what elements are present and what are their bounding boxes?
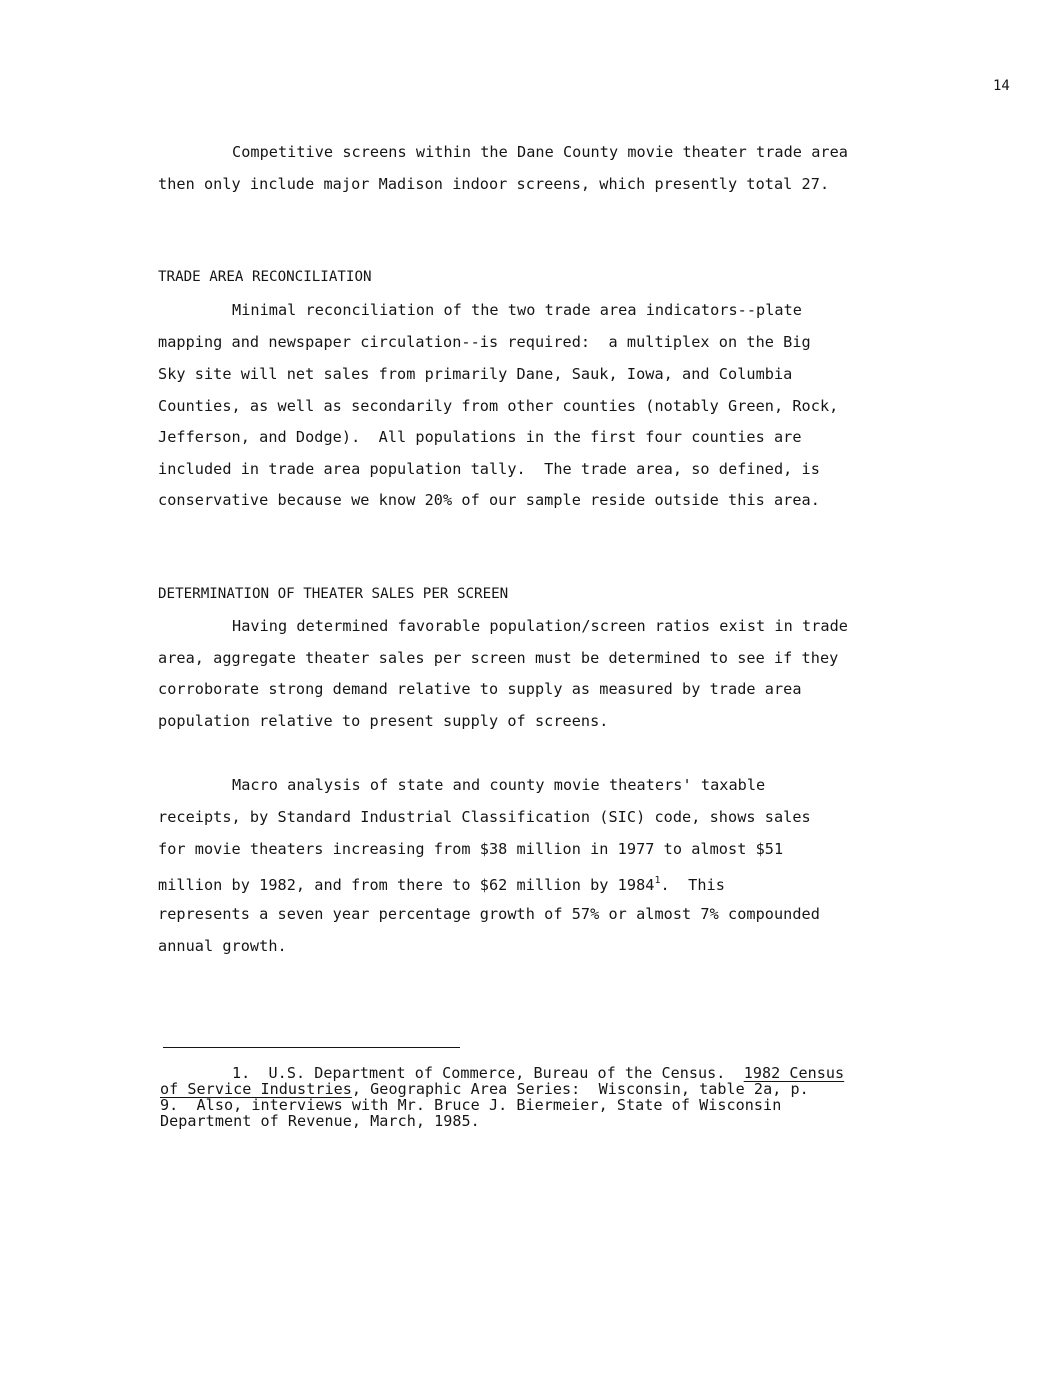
macro-analysis-line-4-tail: . This [660, 876, 725, 894]
macro-analysis-line-2: receipts, by Standard Industrial Classification (SIC) code, shows sales [158, 808, 811, 826]
competitive-screens-line-2: then only include major Madison indoor screens, which presently total 27. [158, 175, 830, 193]
footnote-title-part-1: 1982 Census [743, 1064, 845, 1082]
macro-analysis-line-5: represents a seven year percentage growth of 57% or almost 7% compounded [158, 905, 820, 923]
macro-analysis-line-4 [158, 872, 725, 894]
reconciliation-line-3: Sky site will net sales from primarily Dane, Sauk, Iowa, and Columbia [158, 365, 793, 383]
reconciliation-line-4: Counties, as well as secondarily from other counties (notably Green, Rock, [158, 397, 839, 415]
sales-per-screen-line-1: Having determined favorable population/screen ratios exist in trade [232, 617, 848, 635]
competitive-screens-line-1: Competitive screens within the Dane County movie theater trade area [232, 143, 848, 161]
macro-analysis-line-3: for movie theaters increasing from $38 million in 1977 to almost $51 [158, 840, 784, 858]
sales-per-screen-heading: DETERMINATION OF THEATER SALES PER SCREEN [158, 586, 509, 602]
sales-per-screen-line-2: area, aggregate theater sales per screen must be determined to see if they [158, 649, 839, 667]
footnote-line-1-text: 1. U.S. Department of Commerce, Bureau of the Census. [232, 1064, 744, 1082]
macro-analysis-line-1: Macro analysis of state and county movie theaters' taxable [232, 776, 766, 794]
footnote-line-1 [232, 1065, 844, 1081]
footnote-title-part-2: of Service Industries [160, 1080, 352, 1098]
footnote-line-4: Department of Revenue, March, 1985. [160, 1112, 480, 1130]
sales-per-screen-line-4: population relative to present supply of screens. [158, 712, 609, 730]
reconciliation-line-1: Minimal reconciliation of the two trade area indicators--plate [232, 301, 803, 319]
reconciliation-line-6: included in trade area population tally. The trade area, so defined, is [158, 460, 820, 478]
page-number: 14 [993, 78, 1010, 94]
footnote-reference: 1 [654, 875, 661, 886]
macro-analysis-line-6: annual growth. [158, 937, 287, 955]
reconciliation-line-7: conservative because we know 20% of our sample reside outside this area. [158, 491, 820, 509]
trade-area-reconciliation-heading: TRADE AREA RECONCILIATION [158, 269, 372, 285]
sales-per-screen-line-3: corroborate strong demand relative to supply as measured by trade area [158, 680, 802, 698]
footnote-line-2-text: , Geographic Area Series: Wisconsin, table 2a, p. [351, 1080, 809, 1098]
macro-analysis-line-4-text: million by 1982, and from there to $62 million by 1984 [158, 876, 655, 894]
footnote-separator [163, 1047, 460, 1048]
reconciliation-line-2: mapping and newspaper circulation--is required: a multiplex on the Big [158, 333, 811, 351]
footnote-line-3: 9. Also, interviews with Mr. Bruce J. Biermeier, State of Wisconsin [160, 1096, 782, 1114]
footnote-line-2 [160, 1081, 809, 1097]
reconciliation-line-5: Jefferson, and Dodge). All populations in the first four counties are [158, 428, 802, 446]
